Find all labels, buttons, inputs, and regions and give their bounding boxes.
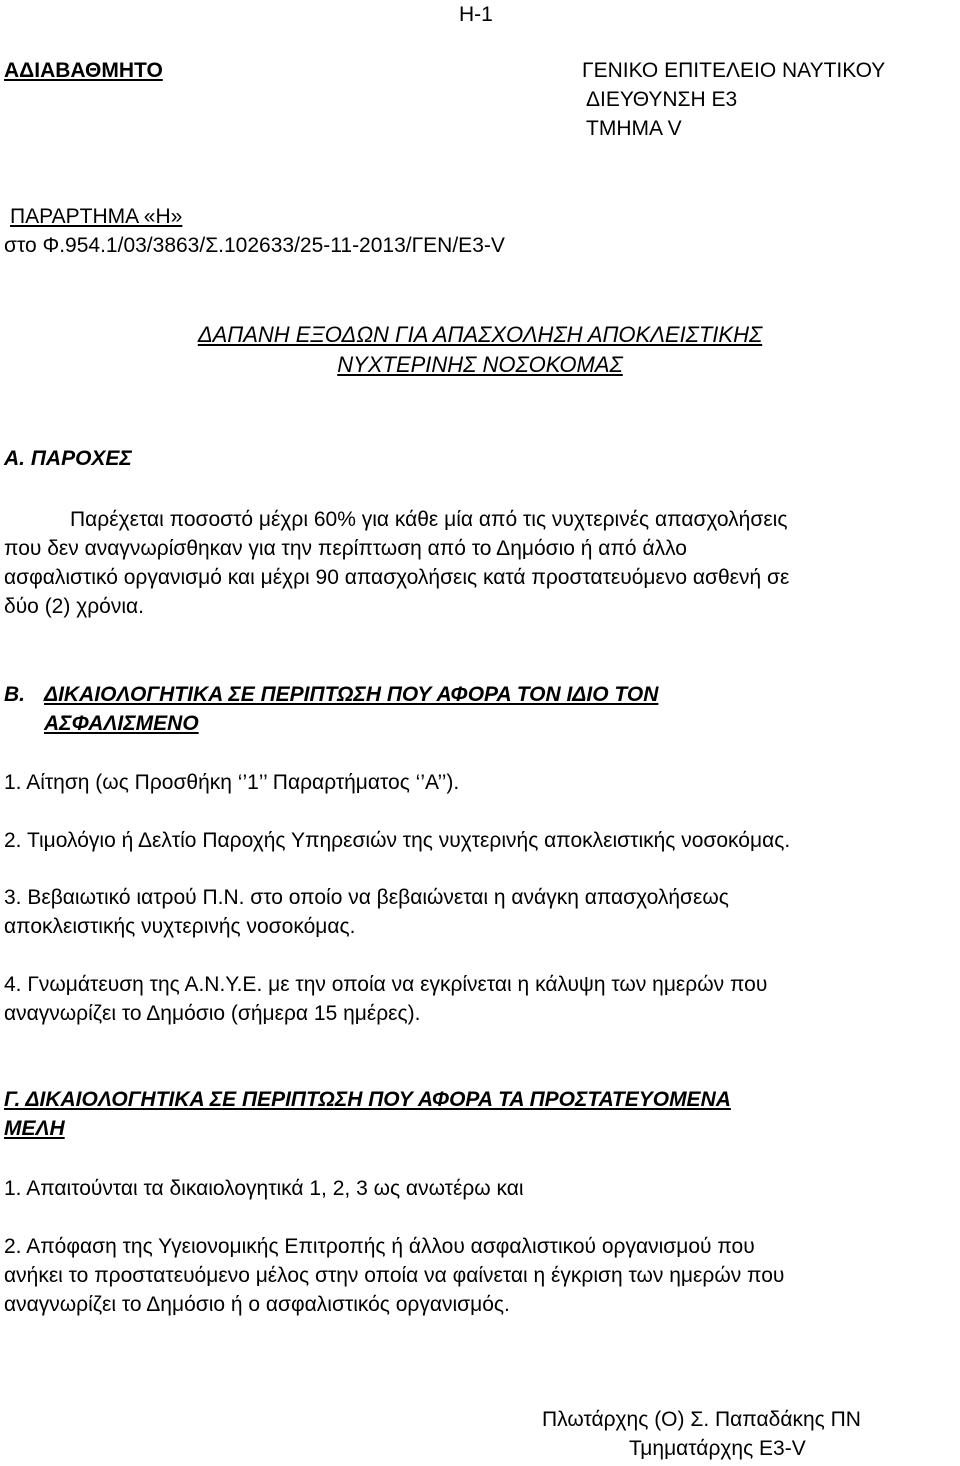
- department-name: ΤΜΗΜΑ V: [586, 117, 682, 140]
- directorate-name: ΔΙΕΥΘΥΝΣΗ Ε3: [586, 88, 738, 111]
- document-title: [0, 320, 960, 380]
- section-c-item-1: 1. Απαιτούνται τα δικαιολογητικά 1, 2, 3 ως ανωτέρω και: [4, 1177, 524, 1200]
- section-b-heading-line-1: ΔΙΚΑΙΟΛΟΓΗΤΙΚΑ ΣΕ ΠΕΡΙΠΤΩΣΗ ΠΟΥ ΑΦΟΡΑ ΤΟΝ ΙΔΙΟ ΤΟΝ: [44, 683, 659, 706]
- section-a-line-4: δύο (2) χρόνια.: [4, 595, 144, 618]
- section-b-item-4-line-2: αναγνωρίζει το Δημόσιο (σήμερα 15 ημέρες).: [4, 1002, 421, 1025]
- classification-label: ΑΔΙΑΒΑΘΜΗΤΟ: [4, 59, 163, 82]
- section-b-item-3-line-2: αποκλειστικής νυχτερινής νοσοκόμας.: [4, 915, 356, 938]
- section-b-heading-line-2: ΑΣΦΑΛΙΣΜΕΝΟ: [44, 712, 199, 735]
- signature-name: Πλωτάρχης (Ο) Σ. Παπαδάκης ΠΝ: [542, 1408, 861, 1431]
- section-c-heading: [4, 1085, 731, 1143]
- annex-title: ΠΑΡΑΡΤΗΜΑ «Η»: [10, 205, 183, 228]
- section-a-paragraph: [4, 505, 930, 621]
- section-c-item-2-line-2: ανήκει το προστατευόμενο μέλος στην οποία να φαίνεται η έγκριση των ημερών που: [4, 1264, 785, 1287]
- section-b-item-1: 1. Αίτηση (ως Προσθήκη ‘’1’’ Παραρτήματος ‘’Α’’).: [4, 771, 460, 794]
- section-c-item-2-line-3: αναγνωρίζει το Δημόσιο ή ο ασφαλιστικός οργανισμός.: [4, 1293, 510, 1316]
- document-title-line-2: ΝΥΧΤΕΡΙΝΗΣ ΝΟΣΟΚΟΜΑΣ: [337, 352, 623, 377]
- section-b-item-2: 2. Τιμολόγιο ή Δελτίο Παροχής Υπηρεσιών της νυχτερινής αποκλειστικής νοσοκόμας.: [4, 829, 791, 852]
- section-c-item-2-line-1: 2. Απόφαση της Υγειονομικής Επιτροπής ή άλλου ασφαλιστικού οργανισμού που: [4, 1235, 755, 1258]
- annex-reference: στο Φ.954.1/03/3863/Σ.102633/25-11-2013/ΓΕΝ/Ε3-V: [4, 234, 505, 257]
- section-c-heading-line-2: ΜΕΛΗ: [4, 1117, 65, 1140]
- section-b-label: Β.: [4, 683, 25, 706]
- signature-title: Τμηματάρχης Ε3-V: [629, 1437, 806, 1460]
- section-c-heading-line-1: Γ. ΔΙΚΑΙΟΛΟΓΗΤΙΚΑ ΣΕ ΠΕΡΙΠΤΩΣΗ ΠΟΥ ΑΦΟΡΑ ΤΑ ΠΡΟΣΤΑΤΕΥΟΜΕΝΑ: [4, 1088, 731, 1111]
- document-title-line-1: ΔΑΠΑΝΗ ΕΞΟΔΩΝ ΓΙΑ ΑΠΑΣΧΟΛΗΣΗ ΑΠΟΚΛΕΙΣΤΙΚΗΣ: [197, 322, 763, 347]
- section-b-item-4-line-1: 4. Γνωμάτευση της Α.Ν.Υ.Ε. με την οποία να εγκρίνεται η κάλυψη των ημερών που: [4, 973, 768, 996]
- section-b-item-3-line-1: 3. Βεβαιωτικό ιατρού Π.Ν. στο οποίο να βεβαιώνεται η ανάγκη απασχολήσεως: [4, 886, 729, 909]
- organization-name: ΓΕΝΙΚΟ ΕΠΙΤΕΛΕΙΟ ΝΑΥΤΙΚΟΥ: [582, 59, 886, 82]
- section-a-line-2: που δεν αναγνωρίσθηκαν για την περίπτωση από το Δημόσιο ή από άλλο: [4, 537, 687, 560]
- section-a-line-3: ασφαλιστικό οργανισμό και μέχρι 90 απασχολήσεις κατά προστατευόμενο ασθενή σε: [4, 566, 790, 589]
- section-b-item-4: [4, 970, 767, 1028]
- section-a-line-1: Παρέχεται ποσοστό μέχρι 60% για κάθε μία από τις νυχτερινές απασχολήσεις: [70, 508, 788, 531]
- section-b-item-3: [4, 883, 729, 941]
- page-number: Η-1: [459, 3, 493, 26]
- section-c-item-2: [4, 1232, 930, 1319]
- section-a-heading: Α. ΠΑΡΟΧΕΣ: [4, 447, 132, 470]
